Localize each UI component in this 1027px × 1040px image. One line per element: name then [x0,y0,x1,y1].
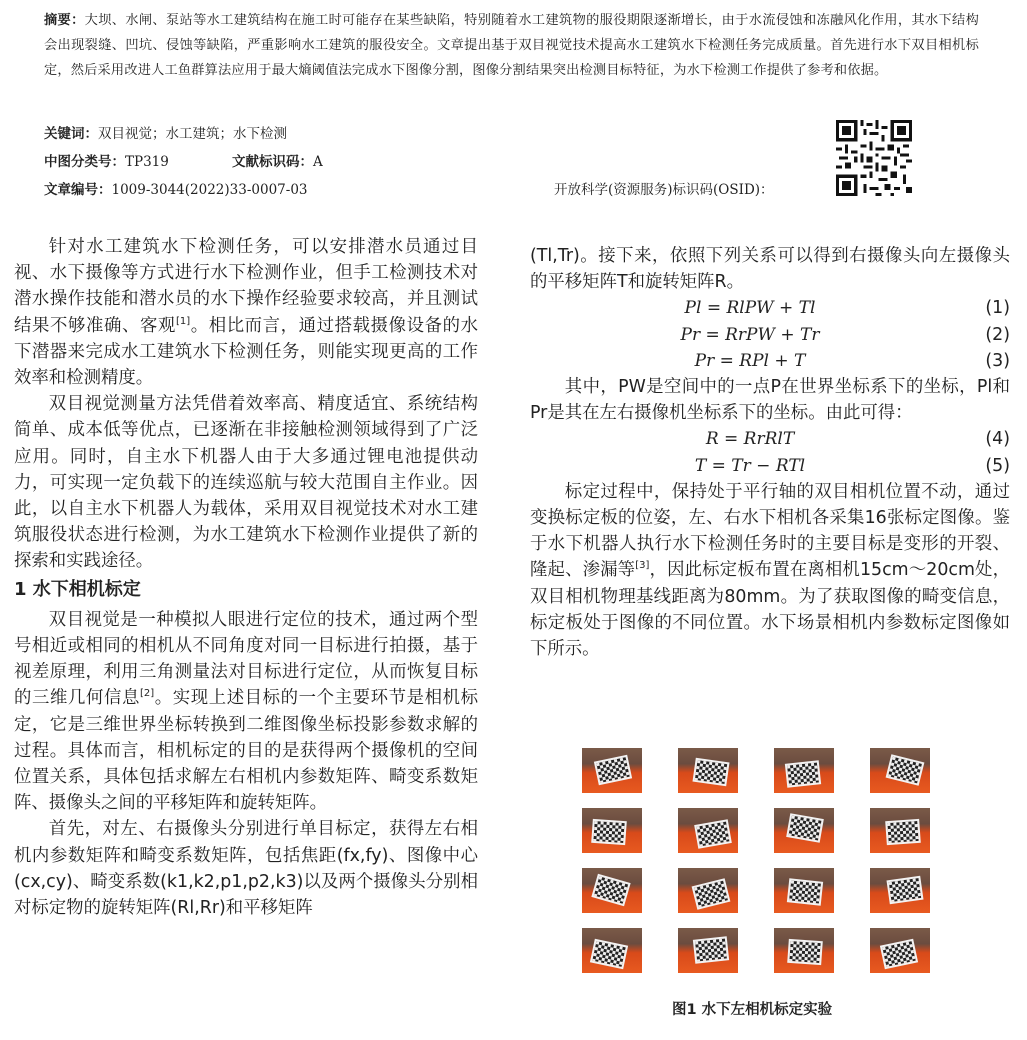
calibration-thumbnail [678,808,738,853]
paragraph: 其中，PW是空间中的一点P在世界坐标系下的坐标，Pl和Pr是其在左右摄像机坐标系下的坐标。由此可得： [530,376,1010,424]
paragraph: 标定过程中，保持处于平行轴的双目相机位置不动，通过变换标定板的位姿，左、右水下相机各采集16张标定图像。鉴于水下机器人执行水下检测任务时的主要目标是变形的开裂、隆起、渗漏等[3]，因此标定板布置在离相机15cm～20cm处，双目相机物理基线距离为80mm。为了获取图像的畸变信息，标定板处于图像的不同位置。水下场景相机内参数标定图像如下所示。 [530,481,1010,659]
clc-label: 中图分类号： [44,154,125,170]
checkerboard-icon [594,755,632,786]
checkerboard-icon [590,939,628,970]
clc-number [44,150,169,170]
calibration-thumbnail [678,928,738,973]
doc-code-value: A [313,154,323,170]
body-left-column [14,234,478,921]
checkerboard-icon [880,939,918,970]
abstract-text: 大坝、水闸、泵站等水工建筑结构在施工时可能存在某些缺陷，特别随着水工建筑物的服役期限逐渐增长，由于水流侵蚀和冻融风化作用，其水下结构会出现裂缝、凹坑、侵蚀等缺陷，严重影响水工建筑的服役安全。文章提出基于双目视觉技术提高水工建筑水下检测任务完成质量。首先进行水下双目相机标定，然后采用改进人工鱼群算法应用于最大熵阈值法完成水下图像分割，图像分割结果突出检测目标特征，为水下检测工作提供了参考和依据。 [44,13,979,78]
reference-mark: [2] [139,688,155,700]
checkerboard-icon [591,819,627,845]
calibration-thumbnail [678,868,738,913]
checkerboard-icon [785,760,821,787]
checkerboard-icon [786,813,824,843]
paragraph: 首先，对左、右摄像头分别进行单目标定，获得左右相机内参数矩阵和畸变系数矩阵，包括焦距(fx,fy)、图像中心(cx,cy)、畸变系数(k1,k2,p1,p2,k3)以及两个摄像头分别相对标定物的旋转矩阵(Rl,Rr)和平移矩阵 [14,819,478,919]
calibration-thumbnail [774,868,834,913]
keywords-value: 双目视觉；水工建筑；水下检测 [98,126,287,142]
calibration-figure [578,746,926,994]
abstract-label: 摘要： [44,13,85,28]
checkerboard-icon [694,819,732,849]
calibration-thumbnail [870,928,930,973]
clc-value: TP319 [125,154,169,170]
calibration-thumbnail [774,748,834,793]
article-no-label: 文章编号： [44,182,112,198]
document-code [232,150,323,170]
osid-label: 开放科学(资源服务)标识码(OSID)： [554,182,774,198]
reference-mark: [3] [635,560,650,572]
paragraph: 针对水工建筑水下检测任务，可以安排潜水员通过目视、水下摄像等方式进行水下检测作业，但手工检测技术对潜水操作技能和潜水员的水下操作经验要求较高，并且测试结果不够准确、客观[1]。相比而言，通过搭载摄像设备的水下潜器来完成水工建筑水下检测任务，则能实现更高的工作效率和检测精度。 [14,237,478,389]
checkerboard-icon [886,754,925,786]
calibration-thumbnail [582,868,642,913]
figure-caption: 图1 水下左相机标定实验 [672,1002,833,1018]
equation-4: R = RrRlT (4) [705,429,1010,450]
checkerboard-icon [885,819,921,845]
paragraph: 双目视觉是一种模拟人眼进行定位的技术，通过两个型号相近或相同的相机从不同角度对同一目标进行拍摄，基于视差原理，利用三角测量法对目标进行定位，从而恢复目标的三维几何信息[2]。实现上述目标的一个主要环节是相机标定，它是三维世界坐标转换到二维图像坐标投影参数求解的过程。具体而言，相机标定的目的是获得两个摄像机的空间位置关系，具体包括求解左右相机内参数矩阵、畸变系数矩阵、摄像头之间的平移矩阵和旋转矩阵。 [14,609,478,814]
checkerboard-icon [787,939,823,965]
checkerboard-icon [692,758,729,786]
checkerboard-icon [693,936,729,963]
paragraph: (Tl,Tr)。接下来，依照下列关系可以得到右摄像头向左摄像头的平移矩阵T和旋转矩阵R。 [530,246,1010,293]
calibration-thumbnail [870,868,930,913]
keywords [44,122,287,142]
equation-1: Pl = RlPW + Tl (1) [684,298,1010,319]
calibration-thumbnail [870,808,930,853]
checkerboard-icon [692,878,731,910]
checkerboard-icon [591,874,630,906]
keywords-label: 关键词： [44,126,98,142]
paragraph: 双目视觉测量方法凭借着效率高、精度适宜、系统结构简单、成本低等优点，已逐渐在非接触检测领域得到了广泛应用。同时，自主水下机器人由于大多通过锂电池提供动力，可实现一定负载下的连续巡航与较大范围自主作业。因此，以自主水下机器人为载体，采用双目视觉技术对水工建筑服役状态进行检测，为水工建筑水下检测作业提供了新的探索和实践途径。 [14,394,478,572]
calibration-thumbnail [774,928,834,973]
article-number [44,178,308,198]
calibration-thumbnail [582,748,642,793]
calibration-thumbnail [582,928,642,973]
qr-code-icon [836,120,912,196]
equation-3: Pr = RPl + T (3) [694,350,1010,371]
section-heading: 1 水下相机标定 [14,578,141,600]
equation-5: T = Tr − RTl (5) [694,455,1010,476]
calibration-thumbnail [678,748,738,793]
equation-2: Pr = RrPW + Tr (2) [680,324,1010,345]
checkerboard-icon [886,876,923,904]
calibration-thumbnail [870,748,930,793]
abstract [44,8,979,83]
reference-mark: [1] [175,315,191,327]
body-right-column [530,243,1010,662]
calibration-thumbnail [774,808,834,853]
checkerboard-icon [787,878,823,905]
calibration-thumbnail [582,808,642,853]
article-no-value: 1009-3044(2022)33-0007-03 [111,182,308,198]
doc-code-label: 文献标识码： [232,154,313,170]
